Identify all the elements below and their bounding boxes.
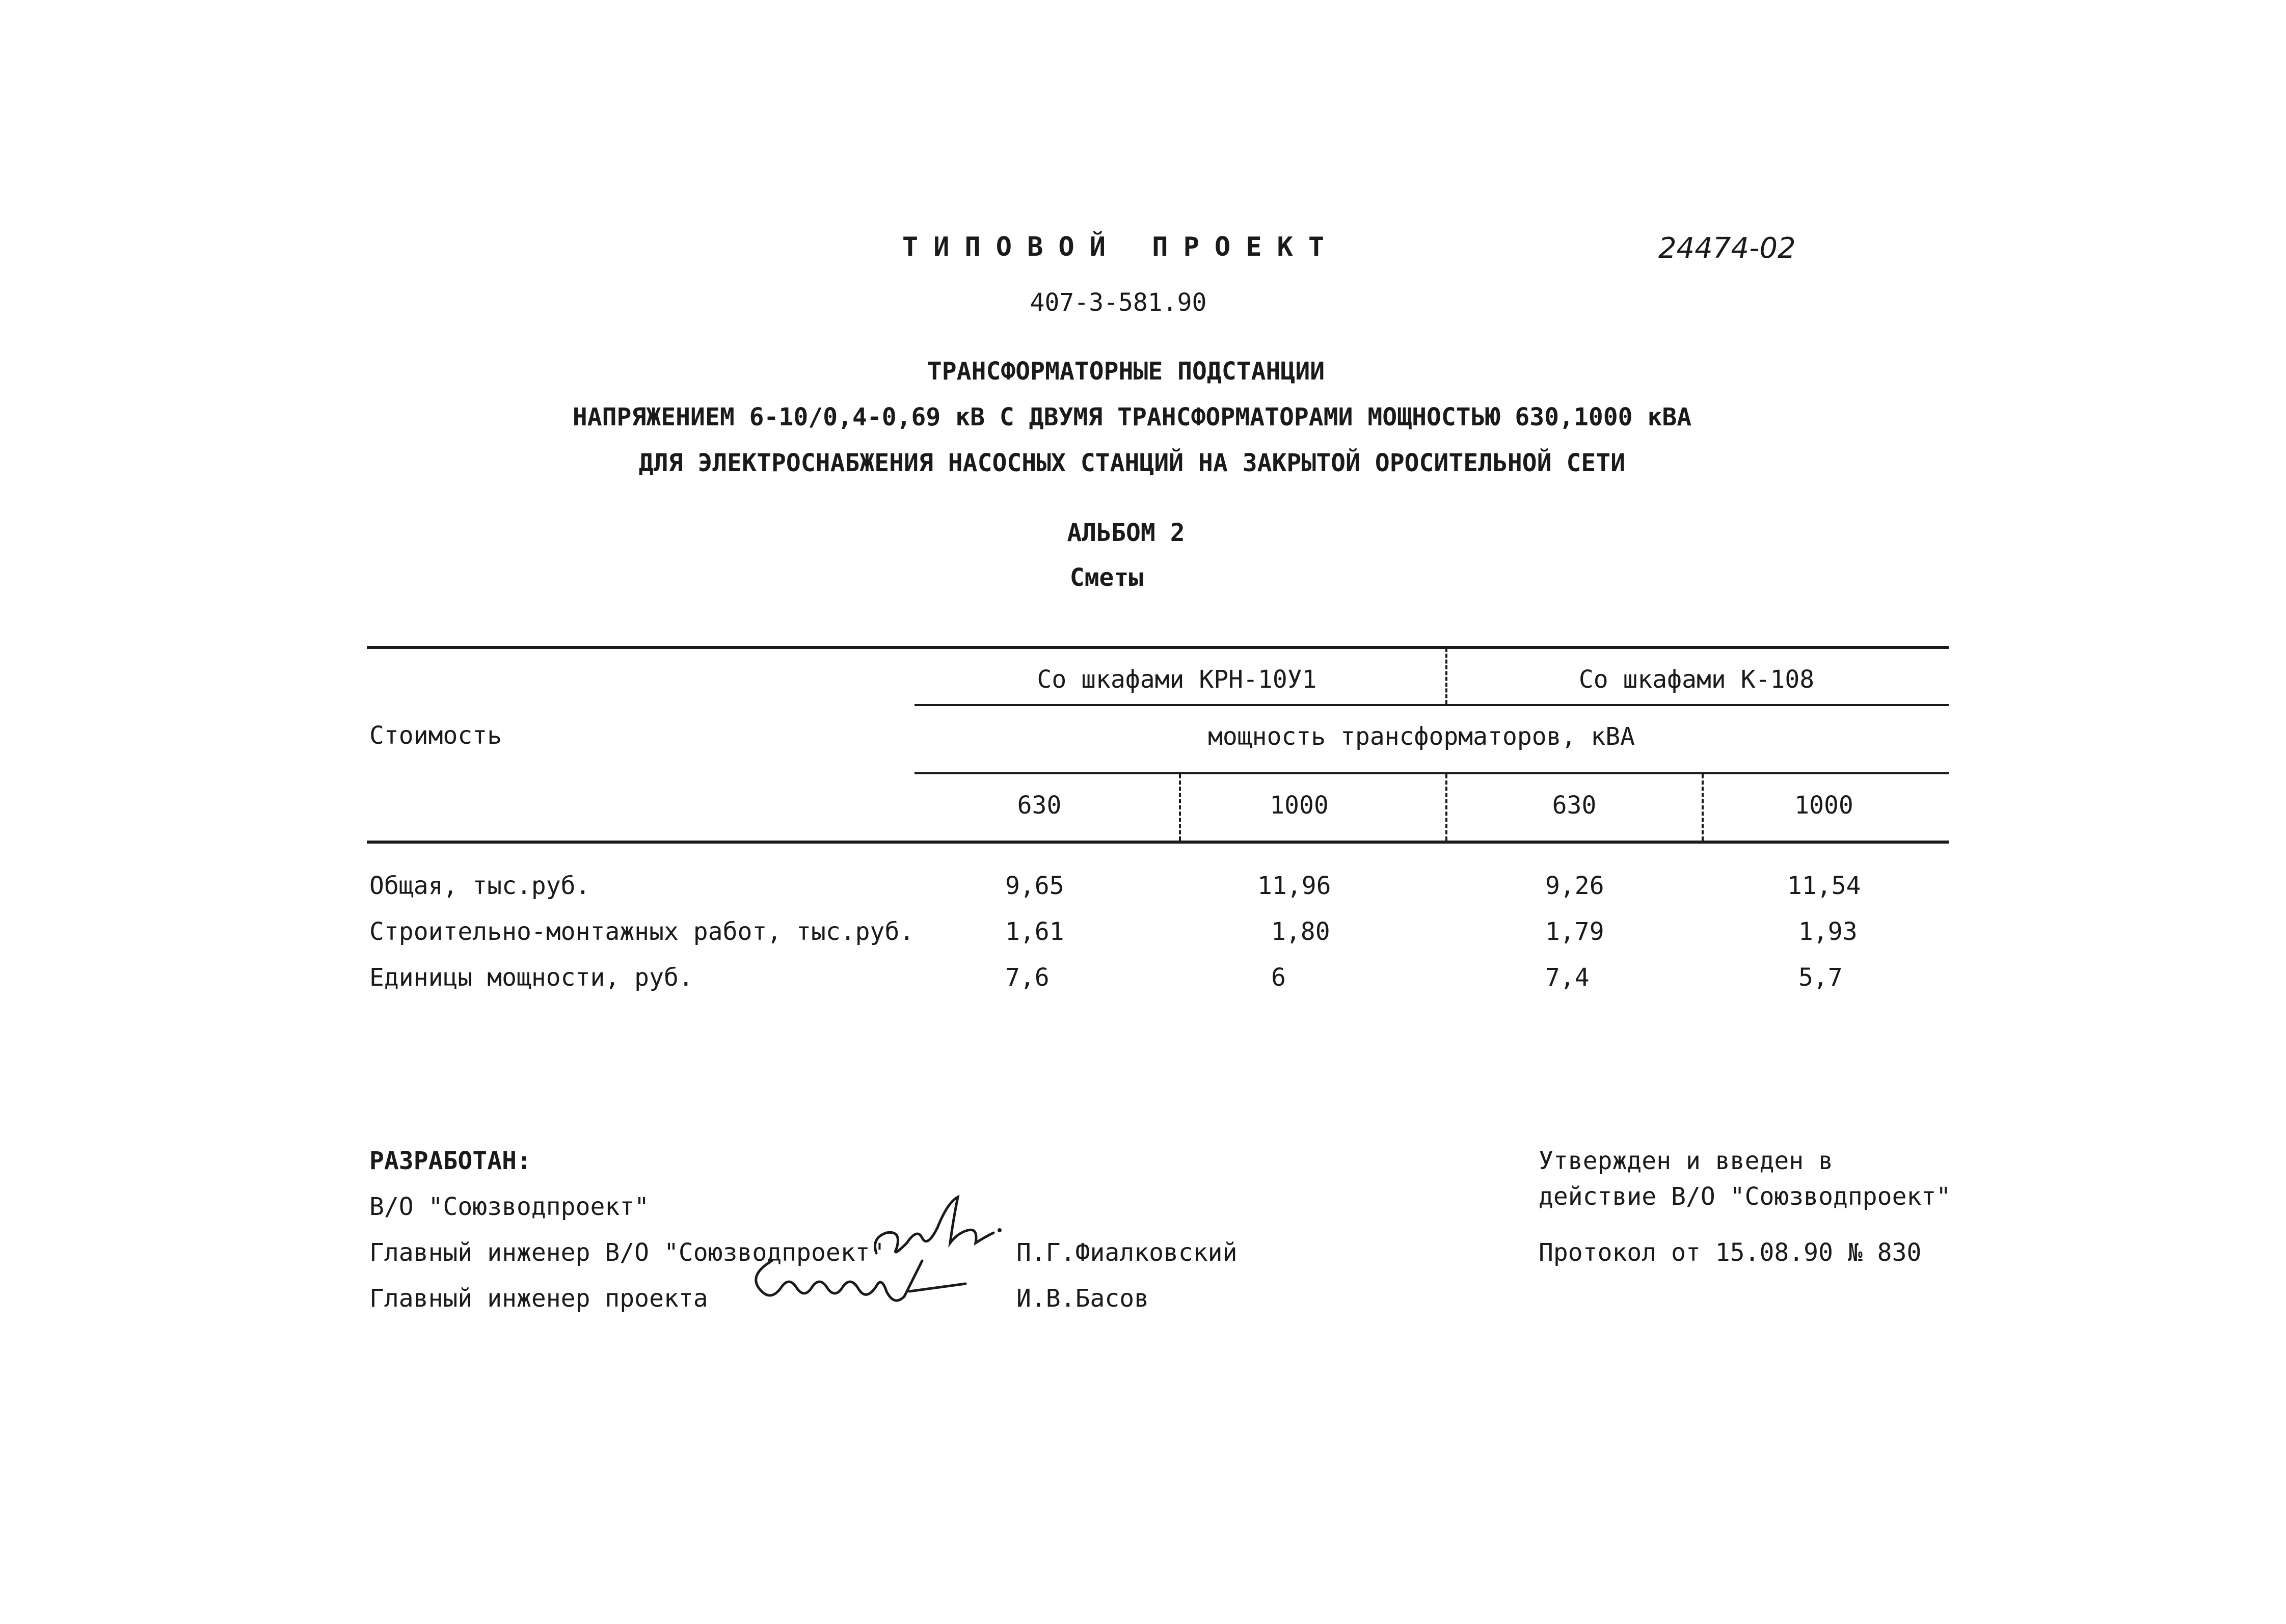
cell-value: 7,6: [1005, 963, 1050, 992]
group-header-krn: Со шкафами КРН-10У1: [1037, 665, 1317, 694]
group-divider: [1445, 648, 1447, 704]
col-header-630-k108: 630: [1552, 791, 1597, 820]
approved-line-2: действие В/О "Союзводпроект": [1539, 1182, 1951, 1211]
group-header-k108: Со шкафами К-108: [1578, 665, 1815, 694]
table-header-bottom-rule: [367, 841, 1949, 844]
col-divider-3: [1702, 774, 1704, 841]
cell-value: 7,4: [1545, 963, 1590, 992]
inventory-number: 24474-02: [1658, 232, 1796, 265]
cell-value: 11,54: [1787, 872, 1861, 900]
row-label: Общая, тыс.руб.: [369, 872, 590, 900]
album-subtitle: Сметы: [1069, 563, 1144, 592]
cell-value: 5,7: [1798, 963, 1843, 992]
chief-engineer-name: П.Г.Фиалковский: [1016, 1238, 1238, 1267]
cell-value: 6: [1271, 963, 1286, 992]
project-engineer-name: И.В.Басов: [1016, 1284, 1149, 1313]
doc-type-heading: ТИПОВОЙ ПРОЕКТ: [902, 232, 1340, 262]
cell-value: 1,79: [1545, 917, 1604, 946]
cell-value: 1,93: [1798, 917, 1858, 946]
cell-value: 1,61: [1005, 917, 1064, 946]
developed-label: РАЗРАБОТАН:: [369, 1147, 531, 1175]
cell-value: 9,65: [1005, 872, 1064, 900]
developer-organization: В/О "Союзводпроект": [369, 1193, 650, 1221]
row-header-cost: Стоимость: [369, 721, 502, 750]
table-power-rule: [915, 772, 1949, 774]
project-engineer-label: Главный инженер проекта: [369, 1284, 708, 1313]
approved-line-1: Утвержден и введен в: [1539, 1147, 1833, 1175]
cell-value: 11,96: [1257, 872, 1331, 900]
cell-value: 9,26: [1545, 872, 1604, 900]
title-line-3: ДЛЯ ЭЛЕКТРОСНАБЖЕНИЯ НАСОСНЫХ СТАНЦИЙ НА ЗАКРЫТОЙ ОРОСИТЕЛЬНОЙ СЕТИ: [638, 449, 1626, 477]
title-line-1: ТРАНСФОРМАТОРНЫЕ ПОДСТАНЦИИ: [927, 357, 1325, 386]
power-header: мощность трансформаторов, кВА: [1207, 722, 1635, 751]
col-header-1000-krn: 1000: [1270, 791, 1329, 820]
col-divider-2: [1445, 774, 1447, 841]
project-code: 407-3-581.90: [1030, 288, 1207, 317]
chief-engineer-label: Главный инженер В/О "Союзводпроект": [369, 1238, 885, 1267]
col-divider-1: [1179, 774, 1181, 841]
row-label: Единицы мощности, руб.: [369, 963, 693, 992]
title-line-2: НАПРЯЖЕНИЕМ 6-10/0,4-0,69 кВ С ДВУМЯ ТРАНСФОРМАТОРАМИ МОЩНОСТЬЮ 630,1000 кВА: [572, 403, 1692, 431]
album-label: АЛЬБОМ 2: [1067, 519, 1185, 547]
col-header-1000-k108: 1000: [1794, 791, 1853, 820]
row-label: Строительно-монтажных работ, тыс.руб.: [369, 917, 915, 946]
protocol-line: Протокол от 15.08.90 № 830: [1539, 1238, 1922, 1267]
col-header-630-krn: 630: [1017, 791, 1062, 820]
project-engineer-signature: [741, 1246, 976, 1322]
table-group-rule: [915, 704, 1949, 706]
cell-value: 1,80: [1271, 917, 1330, 946]
table-top-rule: [367, 646, 1949, 649]
